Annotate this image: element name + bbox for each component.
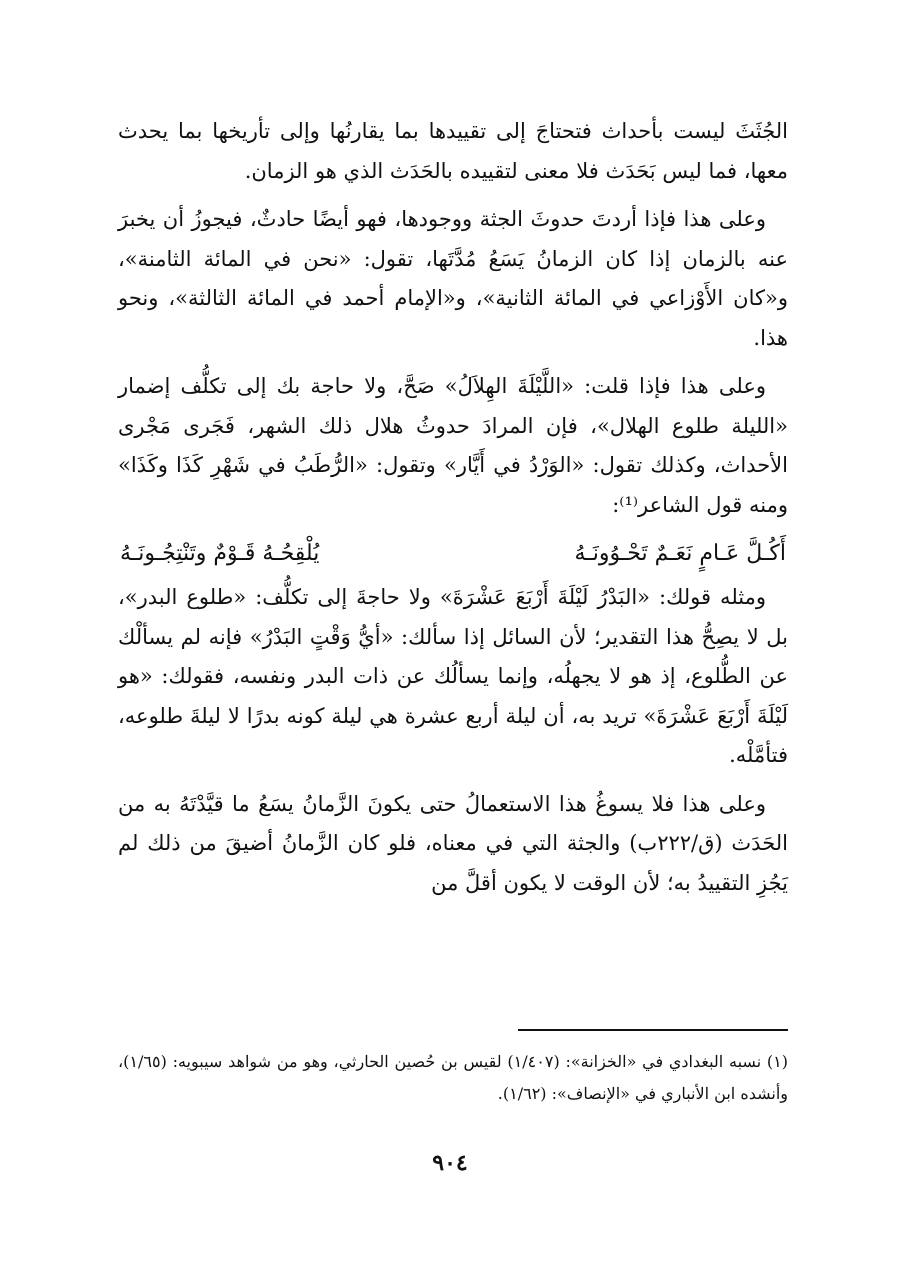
paragraph-1: الجُثَثَ ليست بأحداث فتحتاجَ إلى تقييدها بما يقارنُها وإلى تأريخها بما يحدث معها، فما ليس بَحَدَث فلا معنى لتقييده بالحَدَث الذي هو الزمان.	[118, 119, 788, 183]
verse-first-hemistich: أَكُـلَّ عَـامٍ نَعَـمٌ تَحْـوُونَـهُ	[574, 541, 786, 566]
paragraph-2: وعلى هذا فإذا أردتَ حدوثَ الجثة ووجودها، فهو أيضًا حادثٌ، فيجوزُ أن يخبرَ عنه بالزمان إذا كان الزمانُ يَسَعُ مُدَّتَها، تقول: «نحن في المائة الثامنة»، و«كان الأَوْزاعي في المائة الثانية»، و«الإمام أحمد في المائة الثالثة»، ونحو هذا.	[118, 207, 788, 350]
footnote-divider	[518, 1029, 788, 1031]
poetry-verse	[118, 534, 788, 574]
footnote-1: (١) نسبه البغدادي في «الخزانة»: (١/٤٠٧) لقيس بن حُصين الحارثي، وهو من شواهد سيبويه: (١/٦٥)، وأنشده ابن الأنباري في «الإنصاف»: (١/٦٢).	[118, 1052, 789, 1103]
verse-second-hemistich: يُلْقِحُـهُ قَـوْمٌ وتَنْتِجُـونَـهُ	[120, 541, 320, 566]
paragraph-5: وعلى هذا فلا يسوغُ هذا الاستعمالُ حتى يكونَ الزَّمانُ يسَعُ ما قيَّدْتَهُ به من الحَدَث (ق/٢٢٢ب) والجثة التي في معناه، فلو كان الزَّمانُ أضيقَ من ذلك لم يَجُزِ التقييدُ به؛ لأن الوقت لا يكون أقلَّ من	[118, 791, 788, 895]
paragraph-3: وعلى هذا فإذا قلت: «اللَّيْلَةَ الهِلاَلُ» صَحَّ، ولا حاجة بك إلى تكلُّف إضمار «الليلة طلوع الهلال»، فإن المرادَ حدوثُ هلال ذلك الشهر، فَجَرى مَجْرى الأحداث، وكذلك تقول: «الوَرْدُ في أَيَّار» وتقول: «الرُّطَبُ في شَهْرِ كَذَا وكَذَا» ومنه قول الشاعر⁽¹⁾:	[118, 374, 788, 517]
paragraph-4: ومثله قولك: «البَدْرُ لَيْلَةَ أَرْبَعَ عَشْرَةَ» ولا حاجةَ إلى تكلُّف: «طلوع البدر»، بل لا يصِحُّ هذا التقدير؛ لأن السائل إذا سألك: «أيُّ وَقْتٍ البَدْرُ» فإنه لم يسألْك عن الطُّلوع، إذ هو لا يجهلُه، وإنما يسألُك عن ذات البدر ونفسه، فقولك: «هو لَيْلَةَ أَرْبَعَ عَشْرَةَ» تريد به، أن ليلة أربع عشرة هي ليلة كونه بدرًا لا ليلةَ طلوعه، فتأمَّلْه.	[118, 585, 788, 767]
page-body	[118, 112, 788, 912]
page-number: ٩٠٤	[432, 1150, 468, 1176]
